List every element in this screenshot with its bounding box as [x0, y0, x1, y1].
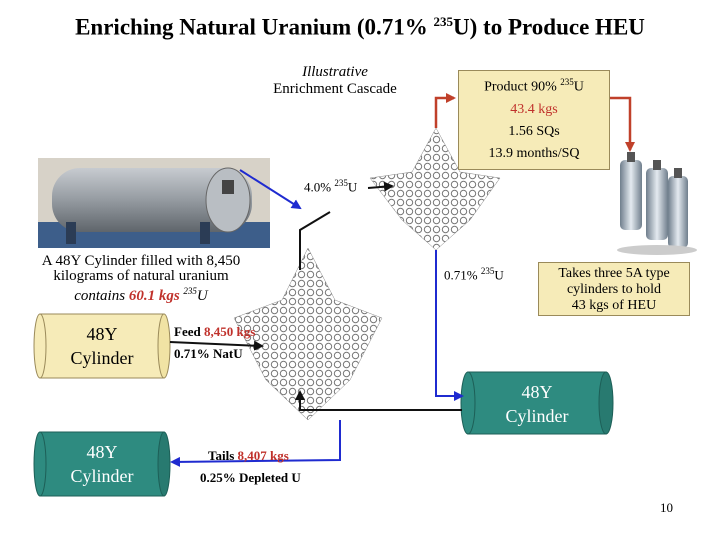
tails-assay-label: 0.25% Depleted U — [200, 470, 301, 485]
cascade-label-line2: Enrichment Cascade — [273, 81, 397, 97]
takes-box-line3: 43 kgs of HEU — [571, 298, 657, 313]
takes-box — [538, 262, 690, 316]
product-cylinder-line2: Cylinder — [505, 406, 569, 426]
feed-cylinder-label — [40, 322, 164, 370]
page-number: 10 — [660, 500, 673, 515]
tails-cylinder-label — [40, 440, 164, 488]
product-mass: 43.4 kgs — [510, 101, 558, 117]
product-cylinder-line1: 48Y — [521, 382, 553, 402]
takes-box-line1: Takes three 5A type — [558, 266, 670, 281]
cascade-label-line1: Illustrative — [302, 64, 368, 80]
tails-label: Tails 8,407 kgs — [208, 448, 289, 463]
product-box — [458, 70, 610, 170]
small-cylinders-photo — [617, 152, 697, 255]
product-months: 13.9 months/SQ — [488, 145, 580, 161]
cylinder-description — [10, 254, 272, 304]
product-arrow — [436, 98, 454, 128]
feed-cylinder-line2: Cylinder — [70, 348, 134, 368]
tails-cylinder-line1: 48Y — [86, 442, 118, 462]
cylinder-description-line1: A 48Y Cylinder filled with 8,450 — [41, 253, 241, 269]
cylinder-photo — [38, 158, 270, 248]
page-title: Enriching Natural Uranium (0.71% $^{235}$U) to Produce HEU — [75, 14, 645, 40]
cylinder-description-line3: contains 60.1 kgs $^{235}$U — [74, 286, 208, 304]
feed-label: Feed 8,450 kgs — [174, 324, 256, 339]
product-sqs: 1.56 SQs — [508, 123, 560, 139]
product-to-cylinders-arrow — [608, 98, 630, 150]
cylinder-description-line2: kilograms of natural uranium — [53, 268, 229, 284]
stage-top-label: 4.0% $^{235}$U — [304, 178, 358, 195]
stage-mid-label: 0.71% $^{235}$U — [444, 266, 504, 283]
product-line1: Product 90% $^{235}$U — [484, 77, 584, 95]
feed-assay-label: 0.71% NatU — [174, 346, 243, 361]
takes-box-line2: cylinders to hold — [566, 282, 662, 297]
feed-cylinder-line1: 48Y — [86, 324, 118, 344]
tails-cylinder-line2: Cylinder — [70, 466, 134, 486]
product-cylinder-label — [468, 380, 606, 428]
